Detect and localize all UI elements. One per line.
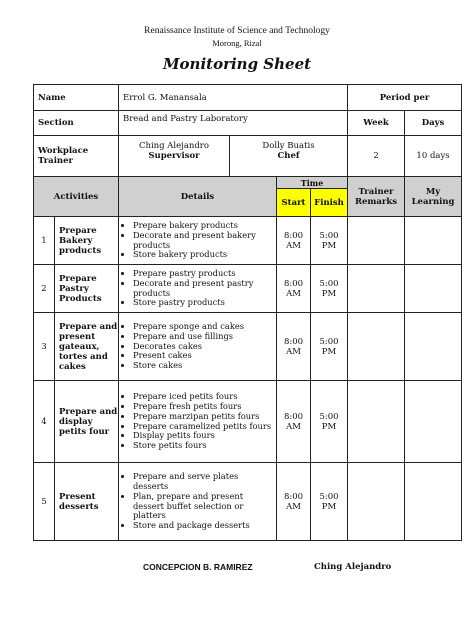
detail-item: • Display petits fours xyxy=(133,431,272,441)
activities-header: Activities xyxy=(34,177,119,217)
detail-item: • Prepare sponge and cakes xyxy=(133,322,272,332)
time-header: Time xyxy=(277,177,348,189)
trainer-1-role: Supervisor xyxy=(148,151,200,161)
institute-location: Morong, Rizal xyxy=(212,38,262,48)
trainer-2-role: Chef xyxy=(277,151,300,161)
name-row xyxy=(34,85,462,111)
detail-item: • Store bakery products xyxy=(133,250,272,260)
start-time: 8:00 AM xyxy=(277,217,311,265)
my-learning-cell[interactable] xyxy=(405,265,462,313)
detail-item: • Prepare iced petits fours xyxy=(133,392,272,402)
my-learning-cell[interactable] xyxy=(405,217,462,265)
detail-item: • Prepare and use fillings xyxy=(133,332,272,342)
detail-item: • Prepare pastry products xyxy=(133,269,272,279)
name-label: Name xyxy=(34,85,119,111)
my-learning-cell[interactable] xyxy=(405,313,462,381)
trainer-2 xyxy=(230,136,347,176)
start-header: Start xyxy=(277,189,311,217)
name-value: Errol G. Manansala xyxy=(119,85,348,111)
row-number: 2 xyxy=(34,265,55,313)
detail-item: • Present cakes xyxy=(133,351,272,361)
start-time: 8:00 AM xyxy=(277,463,311,541)
activity-row-3 xyxy=(34,313,462,381)
start-time: 8:00 AM xyxy=(277,265,311,313)
finish-header: Finish xyxy=(311,189,348,217)
detail-item: • Prepare caramelized petits fours xyxy=(133,422,272,432)
detail-item: • Prepare marzipan petits fours xyxy=(133,412,272,422)
signatory-right: Ching Alejandro xyxy=(314,562,392,572)
detail-item: • Decorate and present pastry products xyxy=(133,279,272,299)
row-number: 3 xyxy=(34,313,55,381)
activity-name: Prepare Pastry Products xyxy=(55,265,119,313)
detail-item: • Plan, prepare and present dessert buffet selection or platters xyxy=(133,492,272,521)
finish-time: 5:00 PM xyxy=(311,265,348,313)
detail-item: • Store pastry products xyxy=(133,298,272,308)
row-number: 1 xyxy=(34,217,55,265)
activity-details xyxy=(119,313,277,381)
activity-row-2 xyxy=(34,265,462,313)
trainer-label: Workplace Trainer xyxy=(34,136,119,177)
finish-time: 5:00 PM xyxy=(311,217,348,265)
detail-item: • Prepare and serve plates desserts xyxy=(133,472,272,492)
week-label: Week xyxy=(348,111,405,136)
my-learning-cell[interactable] xyxy=(405,463,462,541)
finish-time: 5:00 PM xyxy=(311,313,348,381)
trainer-1-name: Ching Alejandro xyxy=(138,141,209,151)
trainer-remarks-cell[interactable] xyxy=(348,265,405,313)
detail-item: • Decorate and present bakery products xyxy=(133,231,272,251)
finish-time: 5:00 PM xyxy=(311,463,348,541)
detail-item: • Store petits fours xyxy=(133,441,272,451)
activity-name: Prepare Bakery products xyxy=(55,217,119,265)
activity-details xyxy=(119,217,277,265)
details-header: Details xyxy=(119,177,277,217)
week-value: 2 xyxy=(348,136,405,177)
trainer-remarks-cell[interactable] xyxy=(348,463,405,541)
trainer-remarks-cell[interactable] xyxy=(348,381,405,463)
trainer-row xyxy=(34,136,462,177)
learning-header: My Learning xyxy=(405,177,462,217)
start-time: 8:00 AM xyxy=(277,381,311,463)
my-learning-cell[interactable] xyxy=(405,381,462,463)
period-label: Period per xyxy=(348,85,462,111)
trainer-names xyxy=(119,136,348,177)
page-title: Monitoring Sheet xyxy=(162,55,312,73)
finish-time: 5:00 PM xyxy=(311,381,348,463)
activity-details xyxy=(119,265,277,313)
activity-details xyxy=(119,381,277,463)
signatory-left: CONCEPCION B. RAMIREZ xyxy=(143,562,253,572)
trainer-remarks-cell[interactable] xyxy=(348,217,405,265)
activity-row-5 xyxy=(34,463,462,541)
activity-row-1 xyxy=(34,217,462,265)
trainer-1 xyxy=(119,136,230,176)
row-number: 5 xyxy=(34,463,55,541)
activity-name: Present desserts xyxy=(55,463,119,541)
institute-name: Renaissance Institute of Science and Technology xyxy=(144,26,330,36)
days-label: Days xyxy=(405,111,462,136)
row-number: 4 xyxy=(34,381,55,463)
activity-name: Prepare and present gateaux, tortes and cakes xyxy=(55,313,119,381)
detail-item: • Decorates cakes xyxy=(133,342,272,352)
activity-row-4 xyxy=(34,381,462,463)
column-header-row-1 xyxy=(34,177,462,189)
detail-item: • Store cakes xyxy=(133,361,272,371)
section-row xyxy=(34,111,462,136)
days-value: 10 days xyxy=(405,136,462,177)
start-time: 8:00 AM xyxy=(277,313,311,381)
activity-details xyxy=(119,463,277,541)
monitoring-table xyxy=(33,84,462,541)
section-label: Section xyxy=(34,111,119,136)
detail-item: • Prepare fresh petits fours xyxy=(133,402,272,412)
remarks-header: Trainer Remarks xyxy=(348,177,405,217)
trainer-remarks-cell[interactable] xyxy=(348,313,405,381)
activity-name: Prepare and display petits four xyxy=(55,381,119,463)
detail-item: • Prepare bakery products xyxy=(133,221,272,231)
detail-item: • Store and package desserts xyxy=(133,521,272,531)
section-value: Bread and Pastry Laboratory xyxy=(119,111,348,136)
trainer-2-name: Dolly Buatis xyxy=(262,141,315,151)
